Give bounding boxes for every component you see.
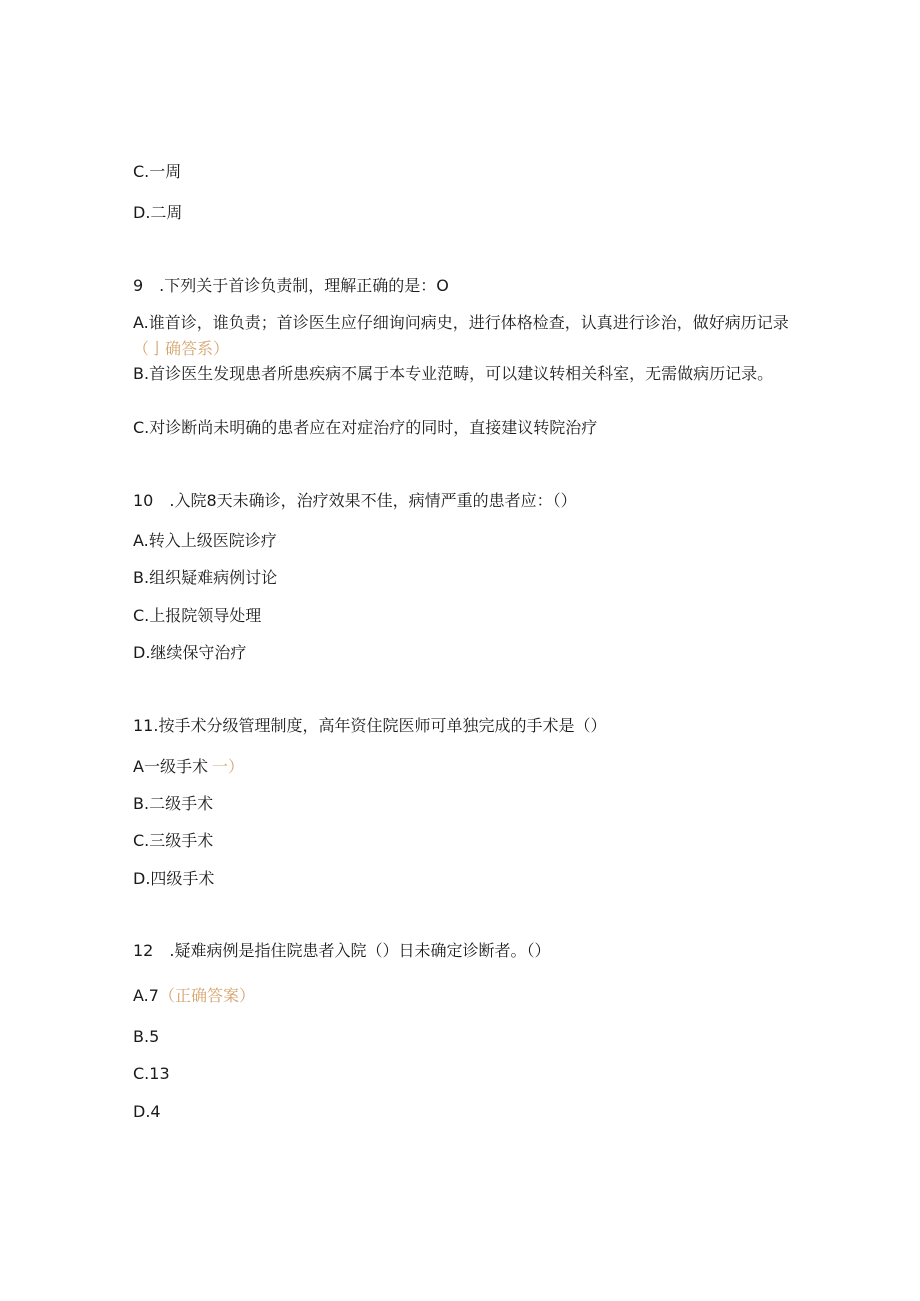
question-10-option-b: B.组织疑难病例讨论 [133, 568, 278, 587]
question-10-option-a: A.转入上级医院诊疗 [133, 531, 277, 550]
option-c: C.一周 [133, 162, 182, 181]
question-10-option-d: D.继续保守治疗 [133, 643, 247, 662]
question-9-stem: 9 .下列关于首诊负责制，理解正确的是：O [133, 276, 449, 295]
question-11-option-b: B.二级手术 [133, 794, 214, 813]
question-12-stem: 12 .疑难病例是指住院患者入院（）日未确定诊断者。（） [133, 941, 551, 960]
question-9-option-c: C.对诊断尚未明确的患者应在对症治疗的同时，直接建议转院治疗 [133, 418, 598, 437]
option-d: D.二周 [133, 203, 183, 222]
question-11-option-a: A一级手术 一） [133, 757, 244, 776]
answer-mark: （正确答案） [158, 986, 255, 1005]
question-10-stem: 10 .入院8天未确诊，治疗效果不佳，病情严重的患者应：（） [133, 491, 577, 510]
question-11-stem: 11.按手术分级管理制度，高年资住院医师可单独完成的手术是（） [133, 716, 607, 735]
question-9-option-a: A.谁首诊，谁负责；首诊医生应仔细询问病史，进行体格检查，认真进行诊治，做好病历记录（亅确答系） [133, 313, 789, 358]
question-12-option-d: D.4 [133, 1102, 161, 1121]
question-12-option-c: C.13 [133, 1064, 170, 1083]
answer-mark: 一） [211, 757, 244, 776]
question-9-option-b: B.首诊医生发现患者所患疾病不属于本专业范畴，可以建议转相关科室，无需做病历记录。 [133, 364, 774, 383]
question-11-option-d: D.四级手术 [133, 869, 215, 888]
question-11-option-c: C.三级手术 [133, 831, 214, 850]
question-10-option-c: C.上报院领导处理 [133, 606, 262, 625]
question-12-option-b: B.5 [133, 1027, 160, 1046]
answer-mark: （亅确答系） [133, 339, 230, 358]
question-12-option-a: A.7（正确答案） [133, 986, 255, 1005]
